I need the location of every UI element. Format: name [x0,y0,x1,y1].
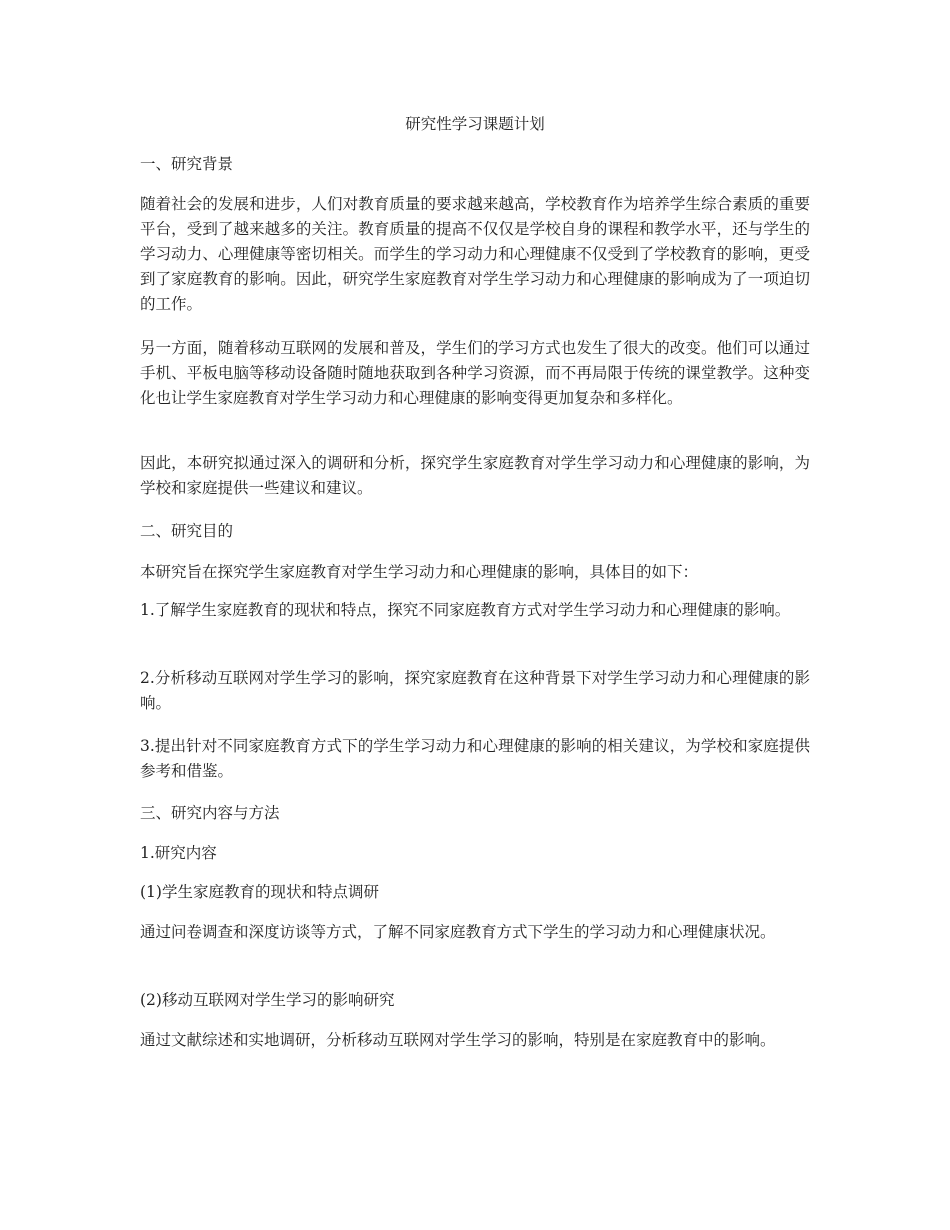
content-item-1-title: (1)学生家庭教育的现状和特点调研 [140,883,379,901]
document-title: 研究性学习课题计划 [405,115,545,133]
purpose-item-1: 1.了解学生家庭教育的现状和特点，探究不同家庭教育方式对学生学习动力和心理健康的影响。 [140,601,791,619]
paragraph-background-1: 随着社会的发展和进步，人们对教育质量的要求越来越高，学校教育作为培养学生综合素质的重要平台，受到了越来越多的关注。教育质量的提高不仅仅是学校自身的课程和教学水平，还与学生的学习动力、心理健康等密切相关。而学生的学习动力和心理健康不仅受到了学校教育的影响，更受到了家庭教育的影响。因此，研究学生家庭教育对学生学习动力和心理健康的影响成为了一项迫切的工作。 [140,195,810,313]
content-item-2-text: 通过文献综述和实地调研，分析移动互联网对学生学习的影响，特别是在家庭教育中的影响。 [140,1031,776,1049]
paragraph-background-2: 另一方面，随着移动互联网的发展和普及，学生们的学习方式也发生了很大的改变。他们可以通过手机、平板电脑等移动设备随时随地获取到各种学习资源，而不再局限于传统的课堂教学。这种变化也让学生家庭教育对学生学习动力和心理健康的影响变得更加复杂和多样化。 [140,339,810,407]
paragraph-purpose-intro: 本研究旨在探究学生家庭教育对学生学习动力和心理健康的影响，具体目的如下： [140,563,699,581]
content-item-1-text: 通过问卷调查和深度访谈等方式，了解不同家庭教育方式下学生的学习动力和心理健康状况。 [140,923,776,941]
section-heading-background: 一、研究背景 [140,155,234,173]
purpose-item-3: 3.提出针对不同家庭教育方式下的学生学习动力和心理健康的影响的相关建议，为学校和家庭提供参考和借鉴。 [140,737,810,780]
section-heading-purpose: 二、研究目的 [140,522,234,540]
content-item-2-title: (2)移动互联网对学生学习的影响研究 [140,991,395,1009]
subheading-content-1: 1.研究内容 [140,844,217,862]
paragraph-background-3: 因此，本研究拟通过深入的调研和分析，探究学生家庭教育对学生学习动力和心理健康的影响，为学校和家庭提供一些建议和建议。 [140,454,810,497]
section-heading-content: 三、研究内容与方法 [140,804,280,822]
purpose-item-2: 2.分析移动互联网对学生学习的影响，探究家庭教育在这种背景下对学生学习动力和心理健康的影响。 [140,669,810,712]
